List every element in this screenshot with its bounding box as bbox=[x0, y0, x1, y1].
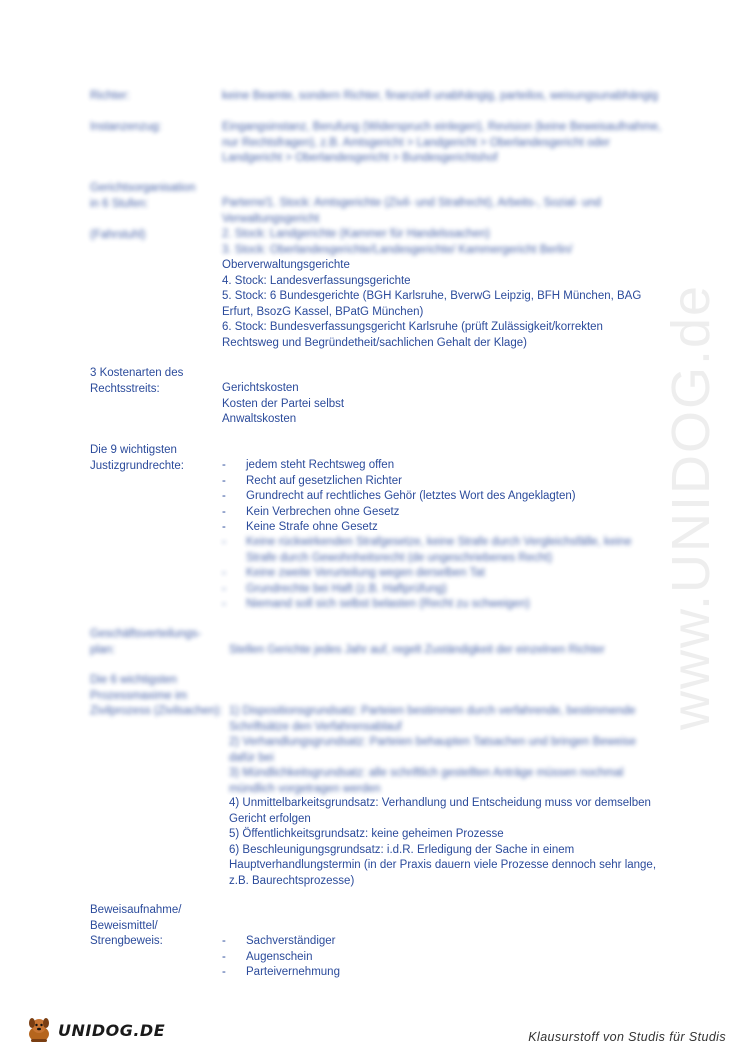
beweisaufnahme-list bbox=[222, 934, 340, 981]
list-item: - Recht auf gesetzlichen Richter bbox=[222, 474, 402, 487]
label-line: Beweismittel/ bbox=[90, 919, 158, 932]
instanzenzug-text bbox=[222, 120, 661, 167]
label-line: Geschäftsverteilungs- bbox=[90, 628, 202, 640]
text-line: Verwaltungsgericht bbox=[222, 212, 320, 225]
text-line: Oberverwaltungsgerichte bbox=[222, 259, 350, 271]
text-line: 2. Stock: Landgerichte (Kammer für Handelssachen) bbox=[222, 228, 490, 240]
text-line: 1) Dispositionsgrundsatz: Parteien bestimmen durch verfahrende, bestimmende bbox=[229, 705, 636, 717]
list-item: - Keine zweite Verurteilung wegen derselben Tat bbox=[222, 567, 485, 579]
list-item: Strafe durch Gewohnheitsrecht (de ungeschriebenes Recht) bbox=[246, 551, 553, 564]
list-item: - Augenschein bbox=[222, 950, 313, 963]
dog-icon bbox=[22, 1015, 56, 1045]
prozessmaxime-text bbox=[229, 796, 656, 889]
justizgrundrechte-list bbox=[222, 458, 576, 536]
text-line: Gericht erfolgen bbox=[229, 812, 311, 825]
list-item: Kosten der Partei selbst bbox=[222, 397, 345, 410]
label-line: 3 Kostenarten des bbox=[90, 367, 184, 379]
justizgrundrechte-list-blurred bbox=[222, 535, 631, 613]
list-item: Gerichtskosten bbox=[222, 382, 299, 394]
footer-slogan: Klausurstoff von Studis für Studis bbox=[528, 1030, 726, 1044]
label-line: Zivilprozess (Zivilsachen): bbox=[90, 705, 223, 717]
list-item: - jedem steht Rechtsweg offen bbox=[222, 459, 395, 471]
text-line: 5) Öffentlichkeitsgrundsatz: keine geheimen Prozesse bbox=[229, 828, 504, 840]
label-line: Strengbeweis: bbox=[90, 935, 163, 947]
text-line: 6. Stock: Bundesverfassungsgericht Karlsruhe (prüft Zulässigkeit/korrekten bbox=[222, 321, 603, 333]
text-line: 3. Stock: Oberlandesgerichte/Landesgerichte/ Kammergericht Berlin/ bbox=[222, 243, 573, 256]
label-line: Justizgrundrechte: bbox=[90, 459, 184, 472]
label-line: Die 9 wichtigsten bbox=[90, 444, 177, 456]
text-line: 6) Beschleunigungsgrundsatz: i.d.R. Erledigung der Sache in einem bbox=[229, 843, 575, 856]
list-item: - Kein Verbrechen ohne Gesetz bbox=[222, 505, 400, 518]
geschaeftsverteilung-text: Stellen Gerichte jedes Jahr auf, regelt Zuständigkeit der einzelnen Richter bbox=[229, 644, 605, 656]
gerichtsorganisation-blurred bbox=[222, 196, 601, 258]
text-line: 2) Verhandlungsgrundsatz: Parteien behaupten Tatsachen und bringen Beweise bbox=[229, 736, 637, 748]
list-item: - Grundrechte bei Haft (z.B. Haftprüfung) bbox=[222, 582, 447, 595]
kostenarten-label bbox=[90, 366, 183, 397]
text-line: 3) Mündlichkeitsgrundsatz: alle schriftlich gestellten Anträge müssen nochmal bbox=[229, 767, 624, 779]
list-item: - Sachverständiger bbox=[222, 935, 336, 947]
prozessmaxime-blurred bbox=[229, 704, 636, 797]
text-line: Hauptverhandlungstermin (in der Praxis dauern viele Prozesse dennoch sehr lange, bbox=[229, 859, 657, 871]
label-line: Prozessmaxime im bbox=[90, 689, 188, 702]
beweisaufnahme-label bbox=[90, 903, 181, 950]
richter-text: keine Beamte, sondern Richter, finanziell unabhängig, parteilos, weisungsunabhängig bbox=[222, 90, 659, 102]
list-item: - Grundrecht auf rechtliches Gehör (letztes Wort des Angeklagten) bbox=[222, 490, 576, 502]
gerichtsorganisation-label bbox=[90, 181, 195, 243]
gerichtsorganisation-text bbox=[222, 258, 641, 351]
text-line: z.B. Baurechtsprozesse) bbox=[229, 874, 355, 887]
text-line: Parterre/1. Stock: Amtsgerichte (Zivil- und Strafrecht), Arbeits-, Sozial- und bbox=[222, 197, 602, 209]
list-item: Anwaltskosten bbox=[222, 413, 297, 425]
text-line: Landgericht > Oberlandesgericht > Bundesgerichtshof bbox=[222, 152, 498, 164]
text-line: mündlich vorgetragen werden bbox=[229, 782, 381, 795]
label-line: in 6 Stufen: bbox=[90, 197, 149, 210]
text-line: nur Rechtsfragen), z.B. Amtsgericht > Landgericht > Oberlandesgericht oder bbox=[222, 136, 611, 149]
label-line: plan: bbox=[90, 643, 115, 656]
text-line: 5. Stock: 6 Bundesgerichte (BGH Karlsruhe, BverwG Leipzig, BFH München, BAG bbox=[222, 290, 642, 302]
prozessmaxime-label bbox=[90, 673, 222, 720]
label-line: Gerichtsorganisation bbox=[90, 182, 196, 194]
label-line: (Fahrstuhl) bbox=[90, 228, 146, 241]
text-line: dafür bei bbox=[229, 751, 274, 764]
instanzenzug-label: Instanzenzug: bbox=[90, 121, 162, 133]
list-item: - Keine rückwirkenden Strafgesetze, keine Strafe durch Vergleichsfälle, keine bbox=[222, 536, 632, 548]
label-line: Beweisaufnahme/ bbox=[90, 904, 182, 916]
text-line: Erfurt, BsozG Kassel, BPatG München) bbox=[222, 305, 424, 318]
label-line bbox=[90, 212, 195, 228]
text-line: 4) Unmittelbarkeitsgrundsatz: Verhandlung und Entscheidung muss vor demselben bbox=[229, 797, 651, 809]
label-line: Rechtsstreits: bbox=[90, 382, 160, 395]
richter-label: Richter: bbox=[90, 90, 130, 102]
geschaeftsverteilung-label bbox=[90, 627, 201, 658]
kostenarten-list bbox=[222, 381, 344, 428]
watermark: www.UNIDOG.de bbox=[661, 283, 721, 730]
label-line: Die 6 wichtigsten bbox=[90, 674, 177, 686]
text-line: Eingangsinstanz, Berufung (Widerspruch einlegen), Revision (keine Beweisaufnahme, bbox=[222, 121, 662, 133]
list-item: - Keine Strafe ohne Gesetz bbox=[222, 521, 378, 533]
text-line: 4. Stock: Landesverfassungsgerichte bbox=[222, 274, 411, 287]
logo-text: UNIDOG.DE bbox=[58, 1020, 166, 1040]
justizgrundrechte-label bbox=[90, 443, 184, 474]
list-item: - Parteivernehmung bbox=[222, 966, 340, 978]
text-line: Schriftsätze den Verfahrensablauf bbox=[229, 720, 402, 733]
list-item: - Niemand soll sich selbst belasten (Recht zu schweigen) bbox=[222, 598, 530, 610]
unidog-logo[interactable] bbox=[22, 1015, 165, 1045]
text-line: Rechtsweg und Begründetheit/sachlichen Gehalt der Klage) bbox=[222, 336, 527, 349]
